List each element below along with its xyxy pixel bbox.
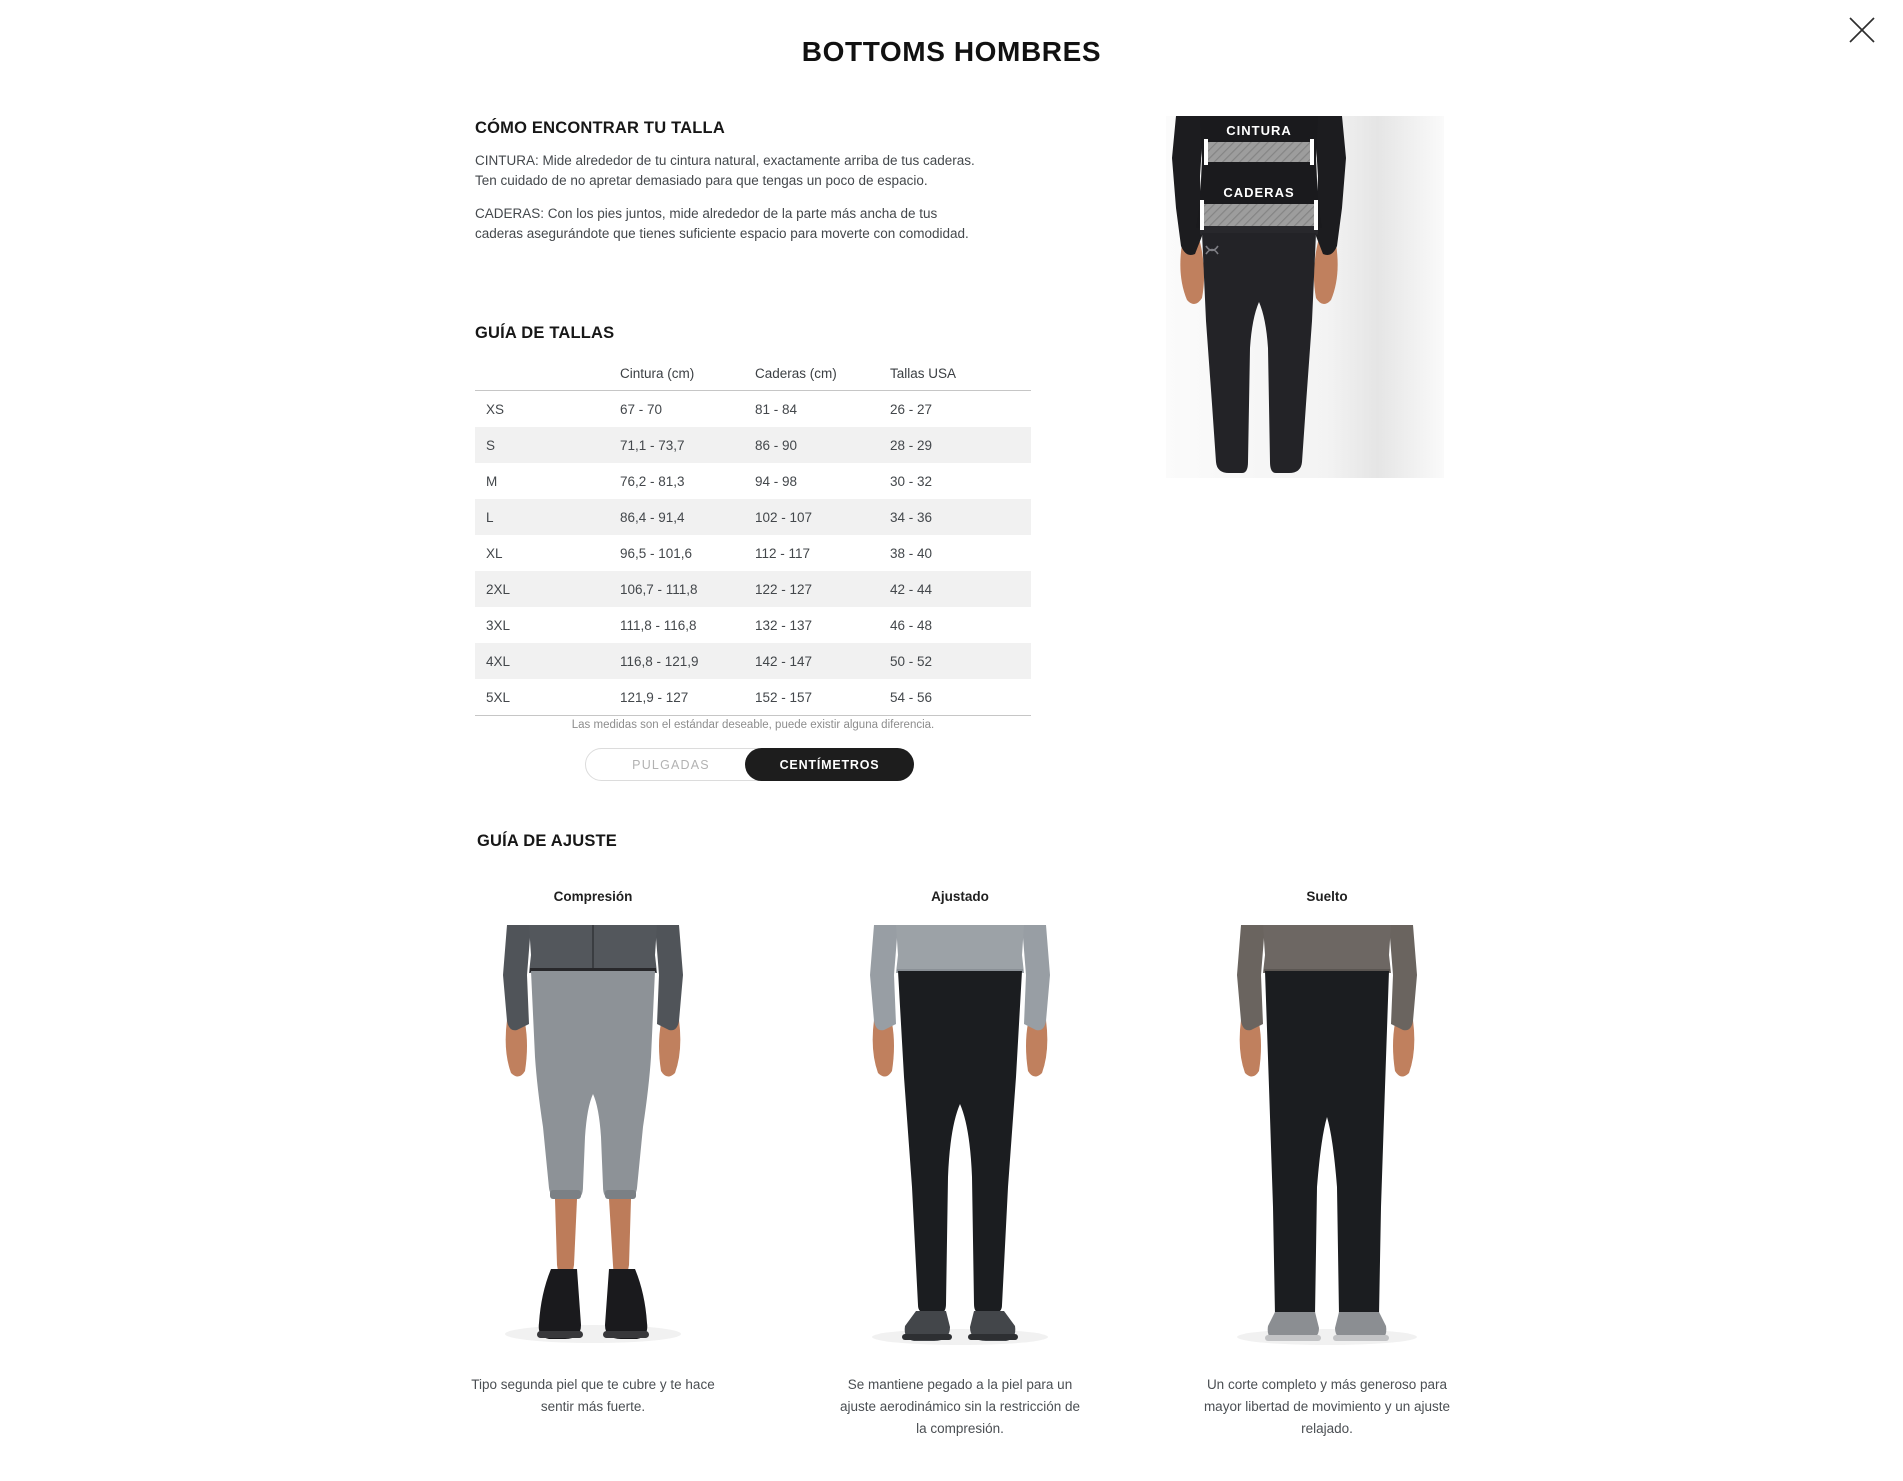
- hips-cell: 142 - 147: [755, 653, 813, 669]
- waist-cell: 67 - 70: [620, 401, 663, 417]
- table-row: [475, 643, 1031, 679]
- hips-cell: 112 - 117: [755, 545, 811, 561]
- table-row: [475, 499, 1031, 535]
- usa-cell: 42 - 44: [890, 581, 933, 597]
- hips-cell: 132 - 137: [755, 617, 813, 633]
- hips-cell: 81 - 84: [755, 401, 798, 417]
- size-guide-heading: GUÍA DE TALLAS: [475, 324, 615, 342]
- unit-option-pulgadas[interactable]: PULGADAS: [586, 749, 756, 780]
- waist-cell: 96,5 - 101,6: [620, 545, 693, 561]
- table-row: [475, 427, 1031, 463]
- size-cell: XL: [486, 545, 503, 561]
- close-icon: [1842, 10, 1882, 50]
- size-note: Las medidas son el estándar deseable, puede existir alguna diferencia.: [571, 719, 935, 731]
- fit-image-loose: [1211, 925, 1443, 1345]
- waist-cell: 71,1 - 73,7: [620, 437, 685, 453]
- how-to-section: [475, 119, 980, 257]
- usa-cell: 50 - 52: [890, 653, 933, 669]
- measurement-guide-image: [1166, 116, 1444, 478]
- column-header-waist: Cintura (cm): [620, 356, 755, 391]
- table-row: [475, 463, 1031, 499]
- unit-option-centimetros[interactable]: CENTÍMETROS: [745, 748, 914, 781]
- table-row: [475, 571, 1031, 607]
- usa-cell: 30 - 32: [890, 473, 933, 489]
- compression-tights: [531, 971, 655, 1198]
- fit-image-compression: [477, 925, 709, 1345]
- column-header-size: [475, 356, 620, 391]
- fit-title-loose: Suelto: [1306, 889, 1348, 904]
- size-cell: S: [486, 437, 496, 453]
- size-cell: 2XL: [486, 581, 511, 597]
- waist-band-label: CINTURA: [1226, 123, 1292, 138]
- hips-measure-band: [1204, 204, 1314, 226]
- table-row: [475, 679, 1031, 716]
- fit-title-compression: Compresión: [553, 889, 633, 904]
- table-header-row: [475, 356, 1031, 391]
- fit-description-loose: Un corte completo y más generoso para mayor libertad de movimiento y un ajuste relajado.: [1203, 1377, 1451, 1436]
- usa-cell: 38 - 40: [890, 545, 933, 561]
- fit-description-compression: Tipo segunda piel que te cubre y te hace sentir más fuerte.: [471, 1377, 715, 1414]
- hips-cell: 152 - 157: [755, 679, 890, 716]
- usa-cell: 34 - 36: [890, 509, 933, 525]
- size-cell: 3XL: [486, 617, 511, 633]
- size-cell: XS: [486, 401, 505, 417]
- fitted-pants: [898, 971, 1022, 1313]
- unit-toggle: [585, 748, 913, 781]
- fit-guide-heading: GUÍA DE AJUSTE: [477, 832, 618, 850]
- waist-cell: 106,7 - 111,8: [620, 581, 698, 597]
- usa-cell: 46 - 48: [890, 617, 933, 633]
- usa-cell: 54 - 56: [890, 679, 1031, 716]
- how-to-paragraph-waist: CINTURA: Mide alrededor de tu cintura natural, exactamente arriba de tus caderas. Ten cuidado de no apretar demasiado para que tengas un poco de espacio.: [475, 153, 975, 188]
- hips-cell: 86 - 90: [755, 437, 798, 453]
- fit-title-fitted: Ajustado: [931, 889, 989, 904]
- size-cell: 5XL: [475, 679, 620, 716]
- size-cell: M: [486, 473, 498, 489]
- table-row: [475, 391, 1031, 428]
- waist-cell: 76,2 - 81,3: [620, 473, 685, 489]
- fit-description-fitted: Se mantiene pegado a la piel para un ajuste aerodinámico sin la restricción de la compresión.: [839, 1377, 1081, 1436]
- waist-measure-band: [1208, 142, 1310, 162]
- loose-pants: [1265, 971, 1389, 1315]
- usa-cell: 26 - 27: [890, 401, 933, 417]
- table-row: [475, 535, 1031, 571]
- column-header-usa: Tallas USA: [890, 356, 1031, 391]
- how-to-heading: CÓMO ENCONTRAR TU TALLA: [475, 119, 725, 137]
- size-cell: L: [486, 509, 494, 525]
- how-to-paragraph-hips: CADERAS: Con los pies juntos, mide alrededor de la parte más ancha de tus caderas asegurándote que tienes suficiente espacio para moverte con comodidad.: [475, 206, 969, 241]
- size-table: [475, 356, 1031, 716]
- size-cell: 4XL: [486, 653, 511, 669]
- hips-cell: 122 - 127: [755, 581, 813, 597]
- usa-cell: 28 - 29: [890, 437, 933, 453]
- hips-band-label: CADERAS: [1223, 185, 1295, 200]
- waist-cell: 121,9 - 127: [620, 679, 755, 716]
- close-button[interactable]: [1842, 10, 1882, 50]
- table-row: [475, 607, 1031, 643]
- hips-cell: 102 - 107: [755, 509, 813, 525]
- waist-cell: 116,8 - 121,9: [620, 653, 699, 669]
- page-title: BOTTOMS HOMBRES: [801, 36, 1102, 67]
- hips-cell: 94 - 98: [755, 473, 798, 489]
- waist-cell: 111,8 - 116,8: [620, 617, 697, 633]
- waist-cell: 86,4 - 91,4: [620, 509, 685, 525]
- fit-image-fitted: [844, 925, 1076, 1345]
- column-header-hips: Caderas (cm): [755, 356, 890, 391]
